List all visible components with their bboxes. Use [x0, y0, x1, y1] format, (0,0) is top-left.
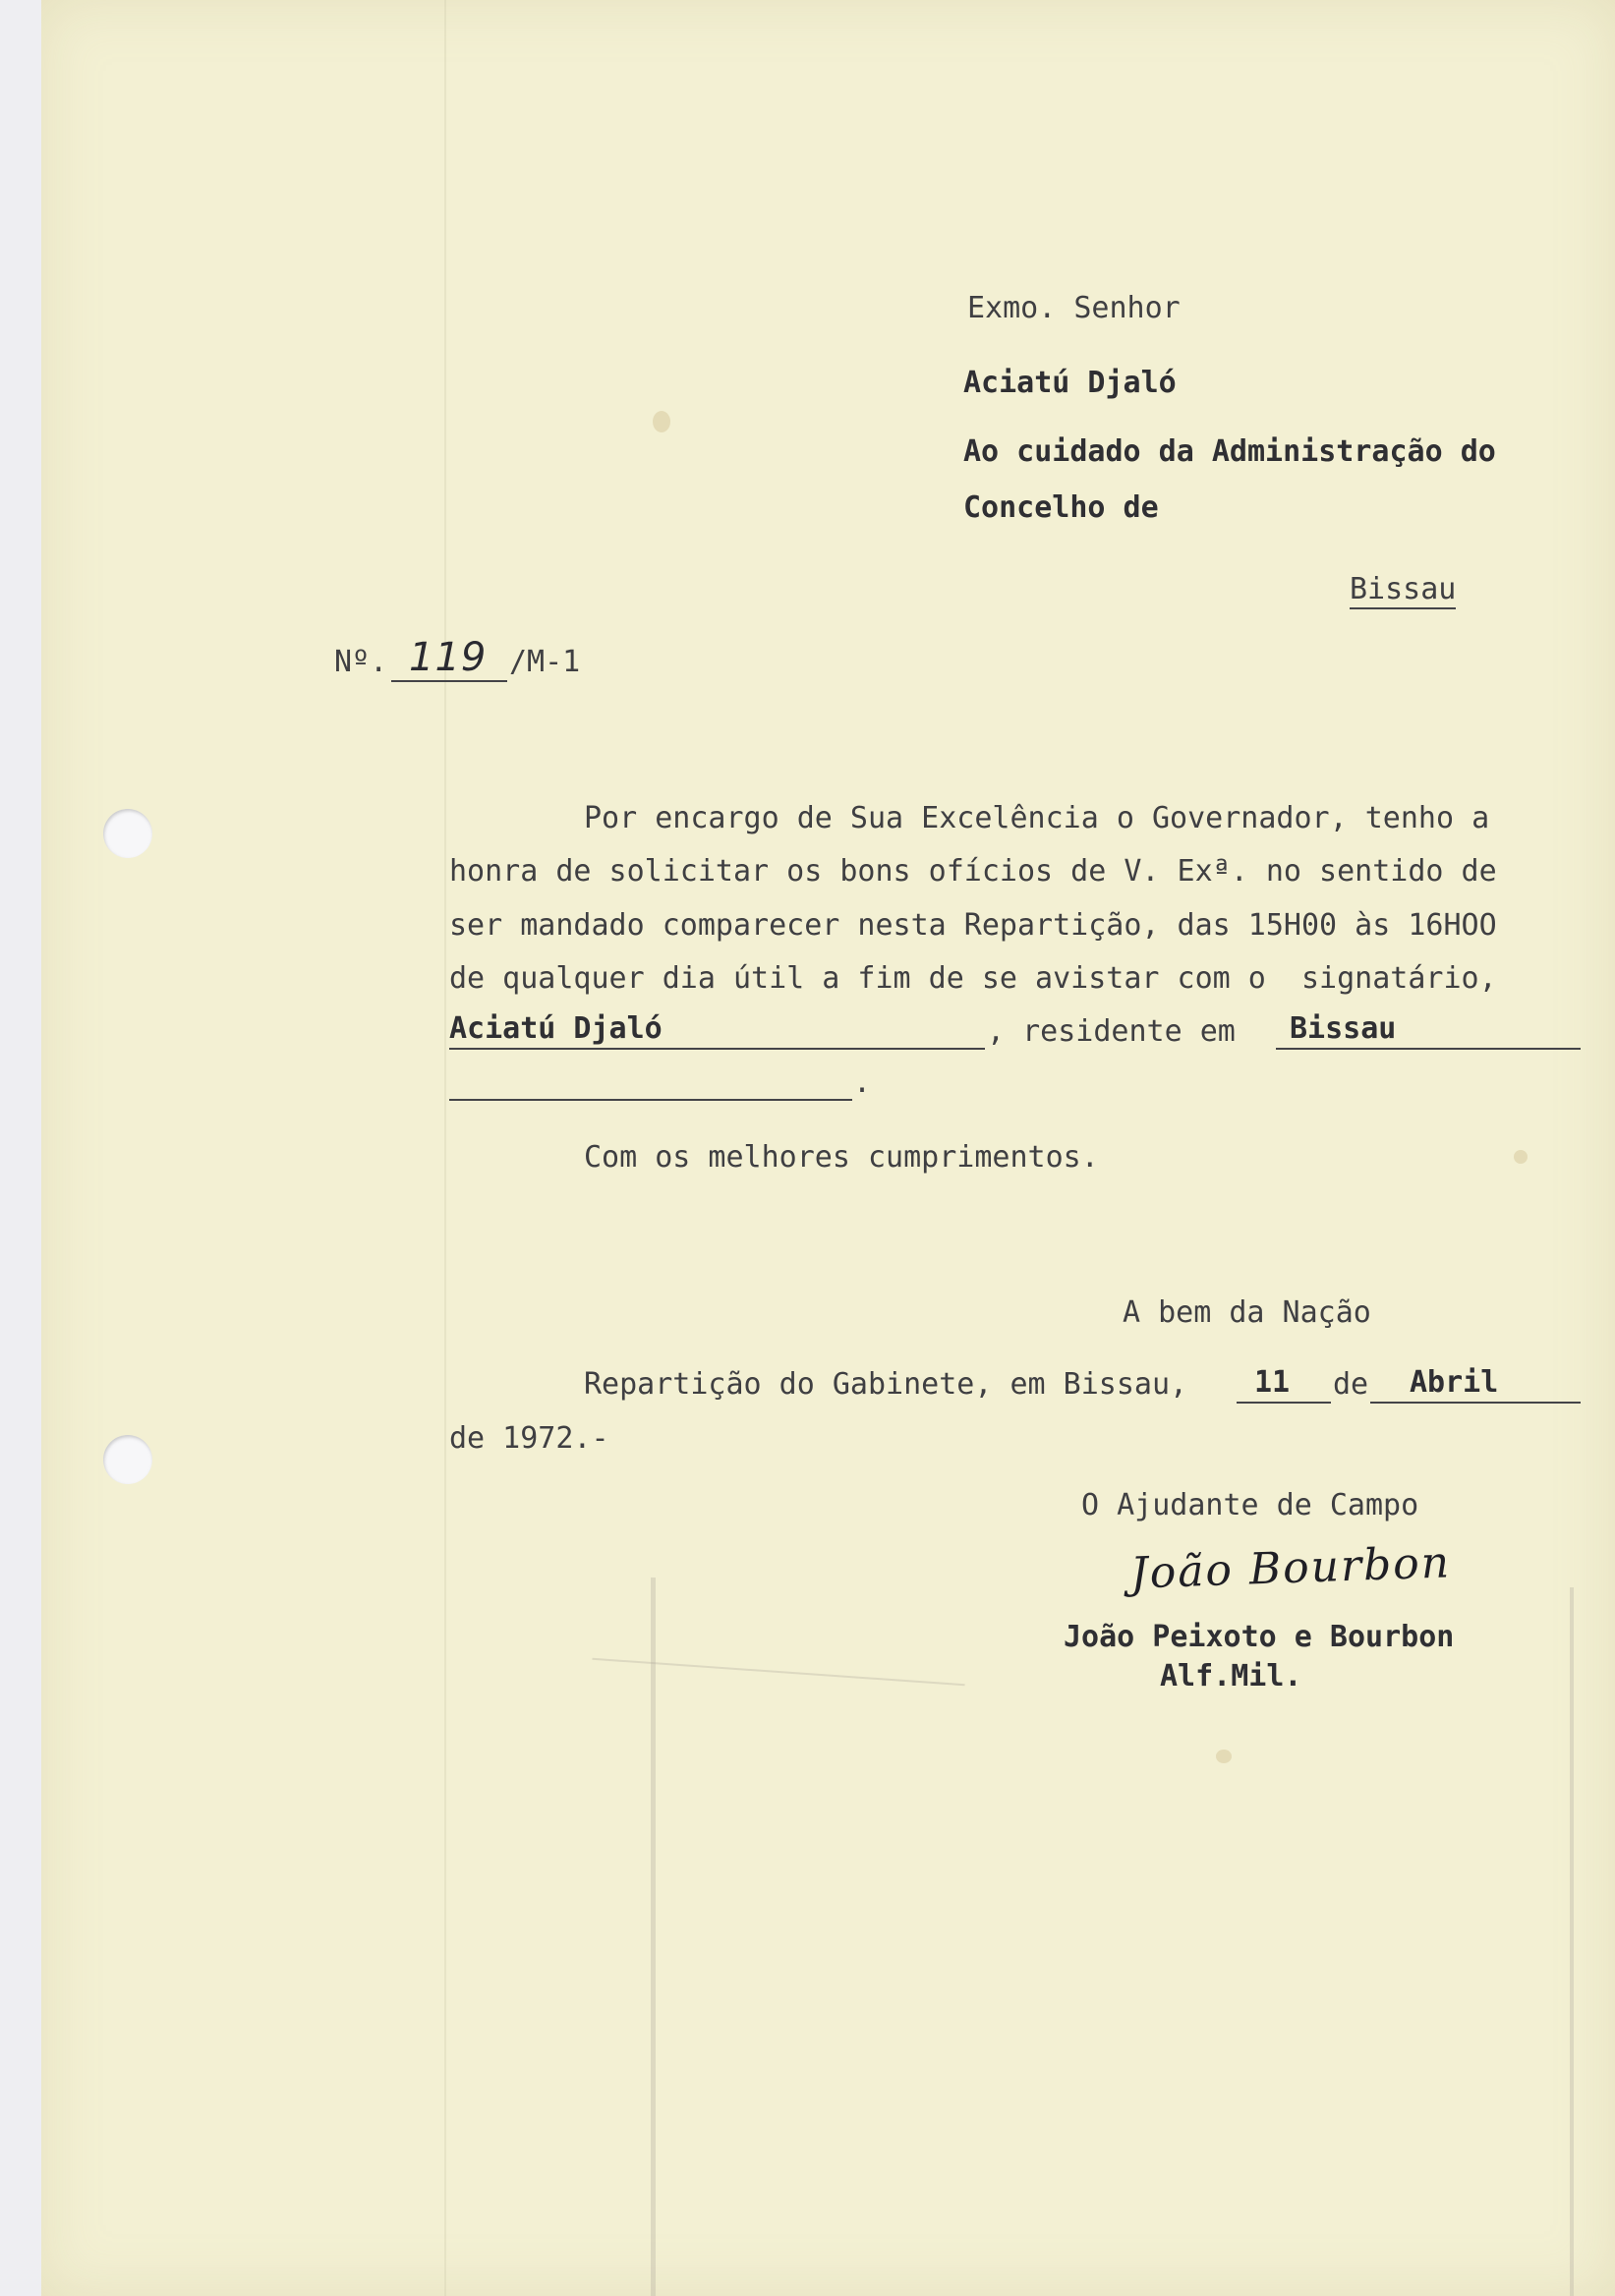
date-year-line: de 1972.- — [449, 1421, 609, 1456]
residence-field — [1276, 1010, 1581, 1050]
date-day: 11 — [1254, 1365, 1291, 1400]
signatory-rank: Alf.Mil. — [1160, 1659, 1302, 1693]
body-line-2: honra de solicitar os bons ofícios de V. Exª. no sentido de — [449, 854, 1497, 889]
person-name: Aciatú Djaló — [449, 1011, 663, 1046]
place-date-text: Repartição do Gabinete, em Bissau, — [584, 1367, 1188, 1402]
day-field — [1237, 1362, 1331, 1404]
month-field — [1370, 1362, 1581, 1404]
body-line-4: de qualquer dia útil a fim de se avistar com o signatário, — [449, 961, 1497, 996]
date-month: Abril — [1410, 1365, 1499, 1400]
regards: Com os melhores cumprimentos. — [584, 1140, 1099, 1175]
reference-prefix: Nº. — [334, 645, 388, 679]
handwritten-signature: João Bourbon — [1129, 1537, 1452, 1599]
reference-number: 119 — [409, 635, 488, 680]
body-line-1: Por encargo de Sua Excelência o Governador, tenho a — [584, 801, 1490, 835]
signatory-role: O Ajudante de Campo — [1081, 1488, 1419, 1522]
paper-stain — [653, 411, 670, 432]
reference-suffix: /M-1 — [509, 645, 581, 679]
signatory-name: João Peixoto e Bourbon — [1064, 1620, 1455, 1654]
punch-hole-bottom — [103, 1435, 152, 1484]
recipient-name: Aciatú Djaló — [963, 366, 1177, 400]
date-de: de — [1333, 1367, 1369, 1402]
page-fold-line — [444, 0, 446, 2296]
body-line-3: ser mandado comparecer nesta Repartição, das 15H00 às 16HOO — [449, 908, 1497, 943]
reference-number-field — [391, 635, 507, 682]
paper-crease — [651, 1578, 656, 2296]
residence-label: , residente em — [987, 1014, 1236, 1049]
paper-crease — [1570, 1587, 1574, 2296]
person-name-field — [449, 1010, 985, 1050]
care-of-line-1: Ao cuidado da Administração do — [963, 434, 1496, 469]
paper-crease — [592, 1658, 964, 1687]
address-city: Bissau — [1350, 572, 1456, 609]
paper-stain — [1216, 1750, 1232, 1763]
body-end-mark: . — [853, 1065, 872, 1100]
punch-hole-top — [103, 809, 152, 858]
salutation: Exmo. Senhor — [967, 291, 1181, 325]
motto: A bem da Nação — [1123, 1295, 1371, 1330]
paper-stain — [1514, 1150, 1528, 1164]
care-of-line-2: Concelho de — [963, 490, 1159, 525]
residence: Bissau — [1290, 1011, 1397, 1046]
continuation-blank-field — [449, 1062, 852, 1101]
